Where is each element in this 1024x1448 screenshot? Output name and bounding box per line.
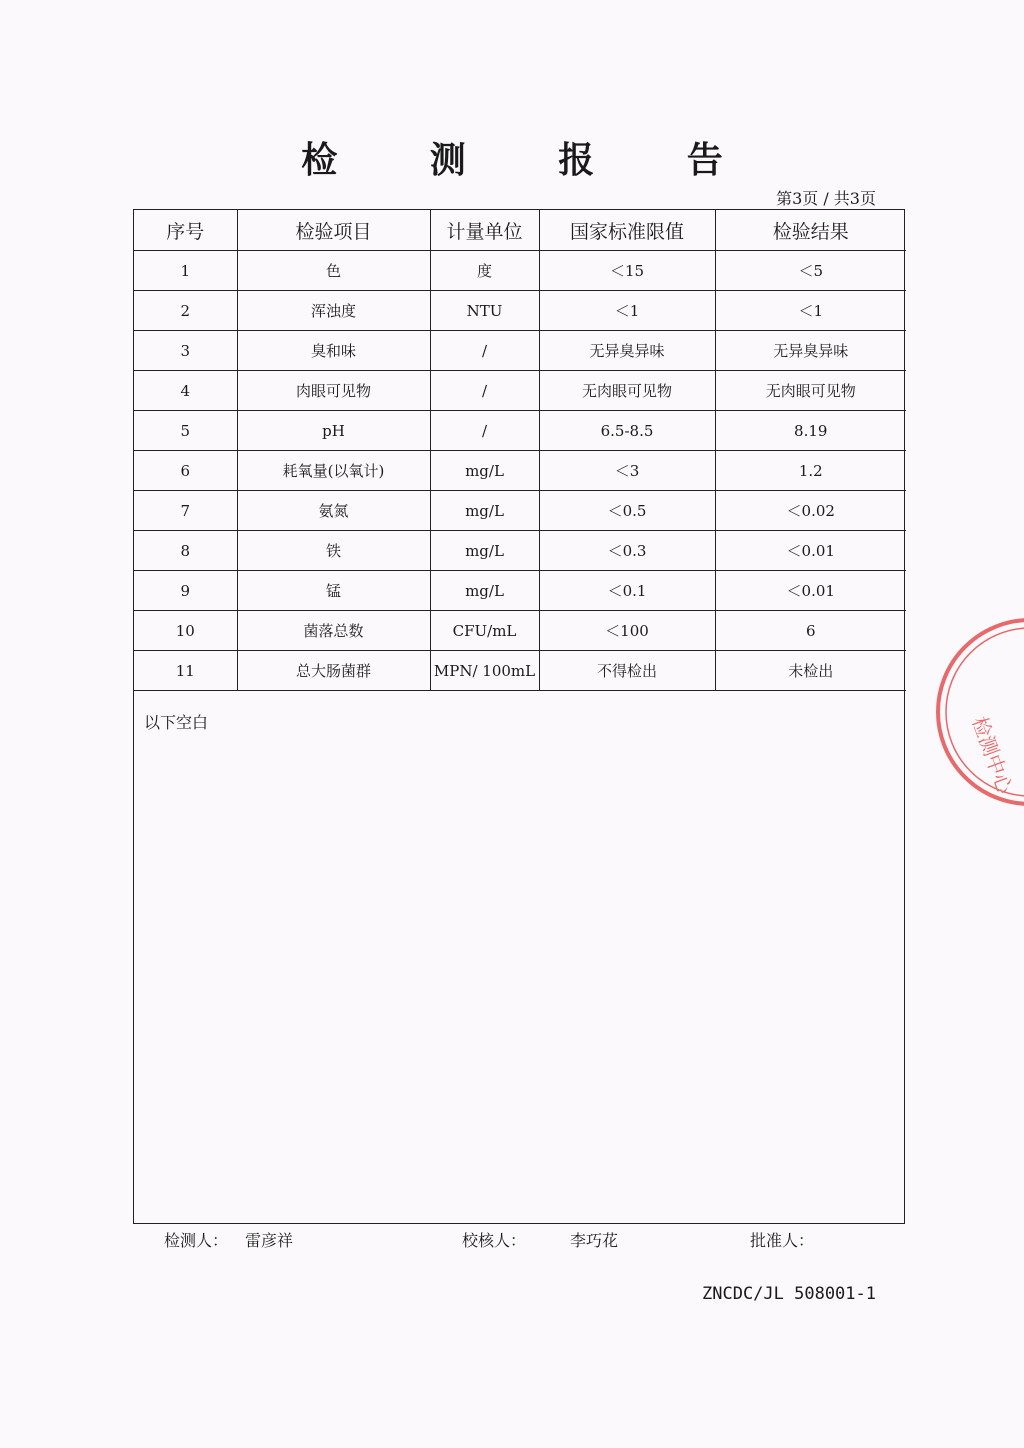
cell-item: 肉眼可见物 [237, 371, 430, 411]
report-frame [133, 209, 905, 1224]
cell-item: 氨氮 [237, 491, 430, 531]
cell-limit: ＜0.5 [539, 491, 715, 531]
cell-unit: / [430, 371, 539, 411]
blank-below-note: 以下空白 [144, 713, 209, 732]
cell-limit: 无肉眼可见物 [539, 371, 715, 411]
cell-item: 菌落总数 [237, 611, 430, 651]
official-seal-stamp [930, 612, 1024, 812]
cell-serial: 8 [134, 531, 237, 571]
approver-label: 批准人： [750, 1231, 815, 1250]
cell-unit: mg/L [430, 451, 539, 491]
table-row [134, 371, 906, 411]
header-item: 检验项目 [237, 210, 430, 251]
cell-unit: 度 [430, 251, 539, 291]
cell-item: 铁 [237, 531, 430, 571]
document-code: ZNCDC/JL 508001-1 [702, 1284, 876, 1304]
cell-unit: MPN/ 100mL [430, 651, 539, 691]
cell-result: ＜1 [715, 291, 906, 331]
header-result: 检验结果 [715, 210, 906, 251]
cell-limit: ＜0.1 [539, 571, 715, 611]
cell-limit: 无异臭异味 [539, 331, 715, 371]
cell-limit: ＜3 [539, 451, 715, 491]
cell-serial: 11 [134, 651, 237, 691]
cell-serial: 10 [134, 611, 237, 651]
reviewer-label: 校核人： [462, 1231, 527, 1250]
cell-serial: 4 [134, 371, 237, 411]
cell-unit: NTU [430, 291, 539, 331]
header-unit: 计量单位 [430, 210, 539, 251]
cell-limit: ＜0.3 [539, 531, 715, 571]
cell-serial: 1 [134, 251, 237, 291]
table-row [134, 611, 906, 651]
table-row [134, 531, 906, 571]
cell-result: 1.2 [715, 451, 906, 491]
cell-serial: 2 [134, 291, 237, 331]
table-row [134, 651, 906, 691]
cell-serial: 3 [134, 331, 237, 371]
tester-name: 雷彦祥 [245, 1231, 294, 1250]
reviewer-name: 李巧花 [570, 1231, 619, 1250]
table-row [134, 571, 906, 611]
cell-item: 锰 [237, 571, 430, 611]
cell-limit: 不得检出 [539, 651, 715, 691]
cell-unit: mg/L [430, 531, 539, 571]
cell-limit: ＜1 [539, 291, 715, 331]
cell-item: 总大肠菌群 [237, 651, 430, 691]
cell-result: ＜0.01 [715, 531, 906, 571]
table-row [134, 331, 906, 371]
cell-serial: 9 [134, 571, 237, 611]
table-row [134, 411, 906, 451]
cell-result: 无肉眼可见物 [715, 371, 906, 411]
header-limit: 国家标准限值 [539, 210, 715, 251]
table-row [134, 451, 906, 491]
cell-result: 未检出 [715, 651, 906, 691]
cell-item: 色 [237, 251, 430, 291]
cell-serial: 7 [134, 491, 237, 531]
table-row [134, 251, 906, 291]
cell-result: 6 [715, 611, 906, 651]
cell-serial: 5 [134, 411, 237, 451]
cell-unit: CFU/mL [430, 611, 539, 651]
report-title: 检 测 报 告 [301, 140, 763, 181]
cell-result: 无异臭异味 [715, 331, 906, 371]
cell-item: 浑浊度 [237, 291, 430, 331]
cell-unit: / [430, 411, 539, 451]
cell-limit: ＜100 [539, 611, 715, 651]
svg-text:检测中心: 检测中心 [967, 713, 1018, 797]
header-serial: 序号 [134, 210, 237, 251]
cell-serial: 6 [134, 451, 237, 491]
cell-unit: / [430, 331, 539, 371]
page-indicator: 第3页 / 共3页 [776, 189, 876, 208]
cell-limit: ＜15 [539, 251, 715, 291]
cell-unit: mg/L [430, 571, 539, 611]
cell-item: 臭和味 [237, 331, 430, 371]
table-header-row [134, 210, 906, 251]
table-row [134, 291, 906, 331]
cell-limit: 6.5-8.5 [539, 411, 715, 451]
cell-result: ＜0.01 [715, 571, 906, 611]
cell-item: 耗氧量(以氧计) [237, 451, 430, 491]
cell-result: ＜0.02 [715, 491, 906, 531]
cell-item: pH [237, 411, 430, 451]
cell-result: 8.19 [715, 411, 906, 451]
tester-label: 检测人： [164, 1231, 229, 1250]
cell-unit: mg/L [430, 491, 539, 531]
cell-result: ＜5 [715, 251, 906, 291]
results-table [134, 210, 906, 691]
table-row [134, 491, 906, 531]
